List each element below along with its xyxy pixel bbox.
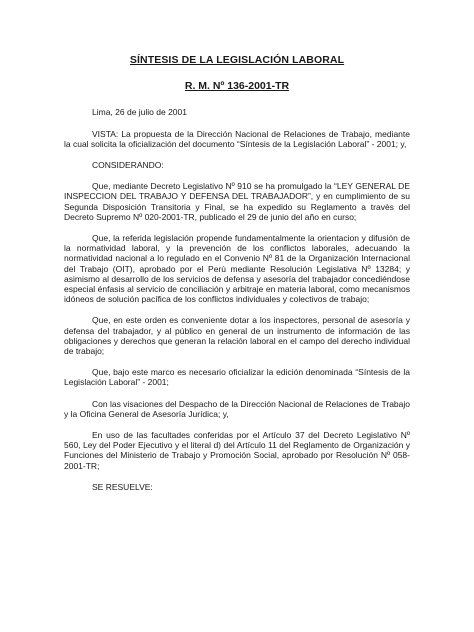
paragraph-facultades: En uso de las facultades conferidas por el Artículo 37 del Decreto Legislativo Nº 560, Ley del Poder Ejecutivo y el literal d) del Artículo 11 del Reglamento de Organización y Funciones del Ministerio de Trabajo y Promoción Social, aprobado por Resolución Nº 058-2001-TR;	[64, 430, 410, 471]
date-line: Lima, 26 de julio de 2001	[92, 107, 187, 118]
considerando-heading: CONSIDERANDO:	[92, 160, 164, 171]
paragraph-dotar-inspectores: Que, en este orden es conveniente dotar a los inspectores, personal de asesoría y defensa del trabajador, y al público en general de un instrumento de información de las obligaciones y derechos que generan la relación laboral en el campo del derecho individual de trabajo;	[64, 315, 410, 357]
paragraph-decreto-legislativo: Que, mediante Decreto Legislativo Nº 910 se ha promulgado la “LEY GENERAL DE INSPECCION DEL TRABAJO Y DEFENSA DEL TRABAJADOR”, y en cumplimiento de su Segunda Disposición Transitoria y Final, se ha expedido su Reglamento a travès del Decreto Supremo Nº 020-2001-TR, publicado el 29 de junio del año en curso;	[64, 181, 410, 222]
paragraph-visaciones: Con las visaciones del Despacho de la Dirección Nacional de Relaciones de Trabajo y la Oficina General de Asesoría Jurídica; y,	[64, 398, 410, 419]
paragraph-referida-legislacion: Que, la referida legislación propende fundamentalmente la orientacion y difusión de la normatividad laboral, y la prevención de los conflictos laborales, adecuando la normatividad nacional a lo regulado en el Convenio Nº 81 de la Organización Internacional del Trabajo (OIT), aprobado por el Perù mediante Resolución Legislativa Nº 13284; y asimismo al desarrollo de los servicios de defensa y asesoría del trabajador concediéndose especial énfasis al servicio de conciliación y arbitraje en materia laboral, como mecanismos idóneos de solución pacífica de los conflictos individuales y colectivos de trabajo;	[64, 233, 410, 305]
vista-paragraph: VISTA: La propuesta de la Dirección Nacional de Relaciones de Trabajo, mediante la cual solicita la oficialización del documento “Síntesis de la Legislación Laboral” - 2001; y,	[64, 128, 410, 149]
se-resuelve-heading: SE RESUELVE:	[92, 481, 153, 492]
paragraph-oficializar-edicion: Que, bajo este marco es necesario oficializar la edición denominada “Síntesis de la Legislación Laboral” - 2001;	[64, 367, 410, 388]
document-body	[64, 55, 410, 492]
document-title: SÍNTESIS DE LA LEGISLACIÓN LABORAL	[129, 54, 345, 66]
resolution-number: R. M. Nº 136-2001-TR	[184, 80, 290, 93]
